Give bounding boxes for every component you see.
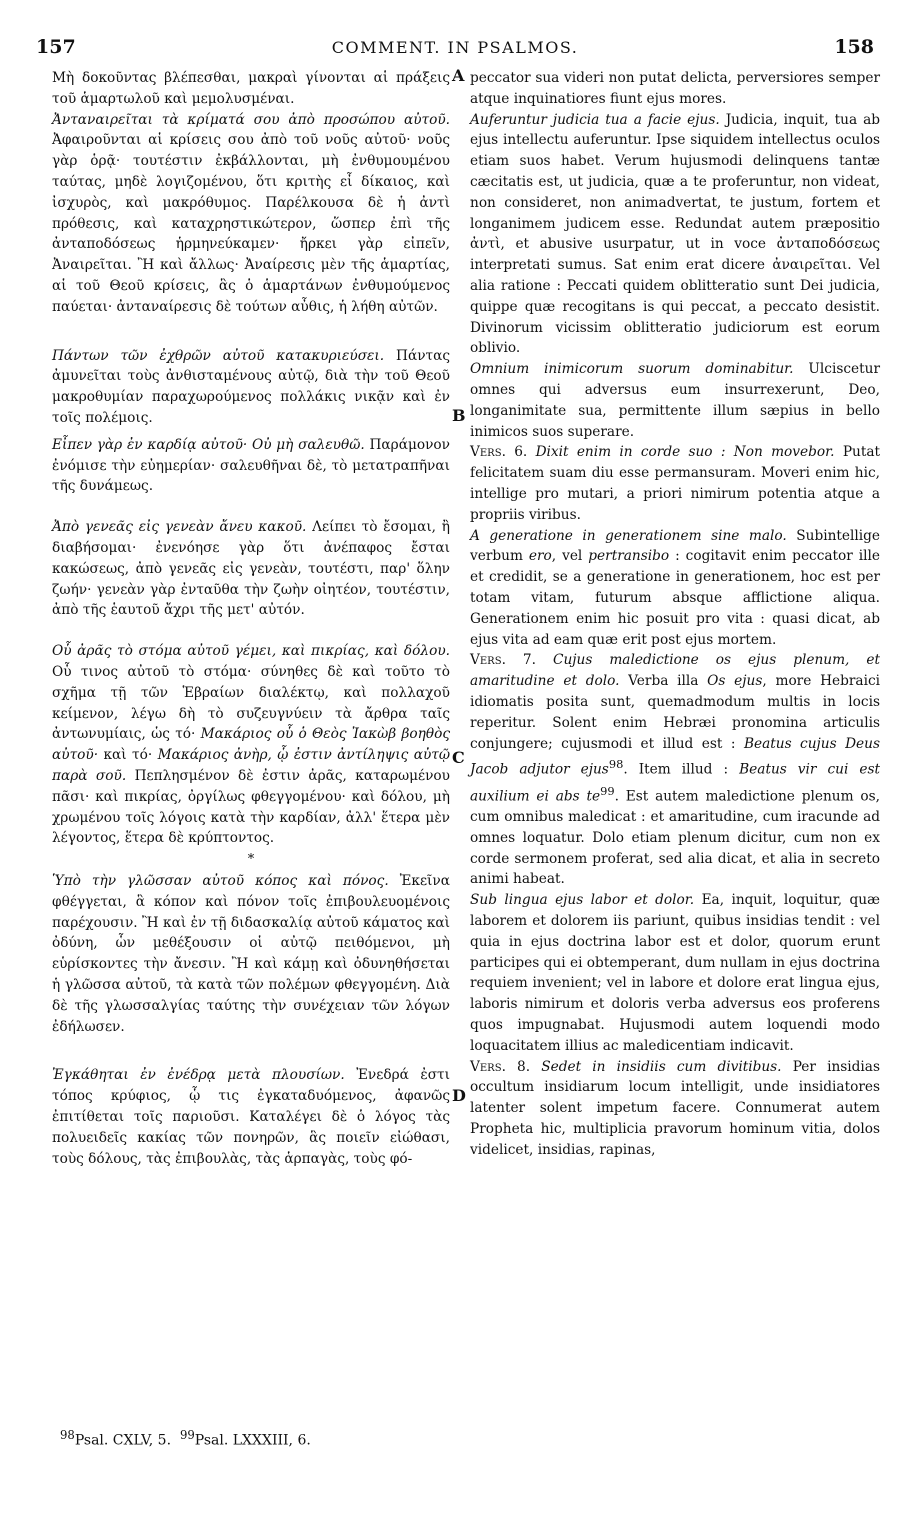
section-marker-b: B	[452, 406, 466, 425]
greek-lemma: Οὗ ἀρᾶς τὸ στόμα αὐτοῦ γέμει, καὶ πικρίας, καὶ δόλου.	[52, 643, 450, 660]
latin-lemma: Sub lingua ejus labor et dolor.	[470, 892, 695, 909]
latin-lemma: Omnium inimicorum suorum dominabitur.	[470, 361, 794, 378]
latin-paragraph: Auferuntur judicia tua a facie ejus. Judicia, inquit, tua ab ejus intellectu auferuntur. Ipse siquidem intellectus oculos etiam suos habet. Verum hujusmodi delinquens tantæ cæcitatis est, ut judicia, quæ a te proferuntur, non videat, non consideret, non animadvertat, te justum, fortem et longanimem judicem esse. Redundat autem præpositio ἀντὶ, et abusive usurpatur, ut in voce ἀνταποδόσεως interpretati sumus. Sat enim erat dicere ἀναιρεῖται. Vel alia ratione : Peccati quidem oblitteratio sunt Dei judicia, quippe quæ recogitans is qui peccat, a peccato desistit. Divinorum vicissim oblitteratio judiciorum est eorum oblivio.	[470, 111, 881, 357]
latin-paragraph: Vers. 8. Sedet in insidiis cum divitibus. Per insidias occultum insidiarum locum intelligit, unde insidiatores latenter solent impetum facere. Connumerat autem Propheta hic, multiplicia pravorum hominum vitia, dolos videlicet, insidias, rapinas,	[470, 1058, 880, 1158]
verse-label: Vers. 8.	[470, 1058, 531, 1075]
greek-lemma: Ἀνταναιρεῖται τὰ κρίματά σου ἀπὸ προσώπου αὐτοῦ.	[52, 111, 450, 128]
latin-paragraph: A generatione in generationem sine malo. Subintellige verbum ero, vel pertransibo : cogitavit enim peccator ille et credidit, se a generatione in generationem, hoc est per totam vitam, futurum absque afflictione aliqua. Generationem enim hic posuit pro vita : quasi dicat, ab ejus vita ad eam quæ erit post ejus mortem.	[470, 527, 881, 648]
section-marker-a: A	[452, 66, 465, 85]
footnote-mark: 99	[179, 1428, 195, 1442]
latin-paragraph: Sub lingua ejus labor et dolor. Ea, inquit, loquitur, quæ laborem et dolorem iis pariunt, quibus insidias tendit : vel quia in ejus doctrina labor est et dolor, quorum erunt participes qui ei obtemperant, dum nullam in ejus doctrina requiem invenient; vel in labore et dolore erat lingua ejus, laboris nimirum et doloris verba adversus eos proferens quos impugnabat. Hujusmodi autem loquendi modo loquacitatem illius ac maledicentiam indicavit.	[470, 892, 880, 1054]
latin-column	[470, 68, 880, 1161]
greek-paragraph: Πάντων τῶν ἐχθρῶν αὐτοῦ κατακυριεύσει. Πάντας ἀμυνεῖται τοὺς ἀνθισταμένους αὐτῷ, διὰ τὴν τοῦ Θεοῦ μακροθυμίαν παραχωρούμενος πολλάκις νικᾷν καὶ ἐν τοῖς πολέμοις.	[52, 347, 450, 426]
greek-column	[52, 68, 450, 1169]
footnote-mark: 98	[60, 1428, 75, 1442]
section-marker-c: C	[452, 748, 465, 767]
greek-paragraph: Ἐγκάθηται ἐν ἐνέδρᾳ μετὰ πλουσίων. Ἐνεδρά ἐστι τόπος κρύφιος, ᾧ τις ἐγκαταδυόμενος, ἀφανῶς ἐπιτίθεται τοῖς παριοῦσι. Καταλέγει δὲ ὁ λόγος τὰς πολυειδεῖς κακίας τῶν πονηρῶν, ἃς ποιεῖν εἰώθασι, τοὺς δόλους, τὰς ἐπιβουλὰς, τὰς ἁρπαγὰς, τοὺς φό-	[52, 1067, 450, 1167]
footnote-ref: 98	[608, 757, 624, 772]
verse-label: Vers. 7.	[470, 652, 536, 669]
footnote-ref: 99	[600, 783, 615, 798]
latin-lemma: Sedet in insidiis cum divitibus.	[541, 1058, 782, 1075]
latin-lemma: Cujus maledictione os ejus plenum, et amaritudine et dolo.	[470, 652, 880, 690]
latin-lemma: Auferuntur judicia tua a facie ejus.	[470, 111, 720, 128]
greek-paragraph: Μὴ δοκοῦντας βλέπεσθαι, μακραὶ γίνονται αἱ πράξεις τοῦ ἁμαρτωλοῦ καὶ μεμολυσμέναι.	[52, 70, 450, 107]
section-marker-d: D	[452, 1086, 466, 1105]
greek-lemma: Ὑπὸ τὴν γλῶσσαν αὐτοῦ κόπος καὶ πόνος.	[52, 873, 389, 890]
latin-paragraph: Omnium inimicorum suorum dominabitur. Ulciscetur omnes qui adversus eum insurrexerunt, Deo, longanimitate sua, permittente illum sæpius in bello inimicos suos superare.	[470, 361, 880, 440]
latin-paragraph: peccator sua videri non putat delicta, perversiores semper atque inquinatiores fiunt ejus mores.	[470, 70, 880, 107]
latin-paragraph: Vers. 7. Cujus maledictione os ejus plenum, et amaritudine et dolo. Verba illa Os ejus, more Hebraici idiomatis posita sunt, quemadmodum multis in locis reperitur. Solent enim Hebræi pronomina articulis conjungere; cujusmodi et illud est : Beatus cujus Deus Jacob adjutor ejus$^{98}$. Item illud : Beatus vir cui est auxilium ei abs $te^{99}$. Est autem maledictione plenum os, cum omnibus maledicat : et amaritudine, cum iracunde ad omnes loquatur. Dolo etiam plenum dicitur, cum non ex corde sermonem proferat, sed alia dicat, et alia in secreto animi habeat.	[470, 652, 880, 888]
latin-paragraph: Vers. 6. Dixit enim in corde suo : Non movebor. Putat felicitatem suam diu esse permansuram. Moveri enim hic, intellige pro mutari, a priori nimirum potentia atque a propriis viribus.	[470, 444, 880, 523]
greek-lemma: Ἐγκάθηται ἐν ἐνέδρᾳ μετὰ πλουσίων.	[52, 1067, 345, 1084]
greek-paragraph: Ἀνταναιρεῖται τὰ κρίματά σου ἀπὸ προσώπου αὐτοῦ. Ἀφαιροῦνται αἱ κρίσεις σου ἀπὸ τοῦ νοῦς αὐτοῦ· νοῦς γὰρ ὁρᾷ· τουτέστιν ἐκβάλλονται, μὴ ἐνθυμουμένου ταύτας, μηδὲ λογιζομένου, ὅτι κριτὴς εἶ δίκαιος, καὶ ἰσχυρὸς, καὶ μακρόθυμος. Παρέλκουσα δὲ ἡ ἀντὶ πρόθεσις, καὶ καταχρηστικώτερον, ὥσπερ ἐπὶ τῆς ἀνταποδόσεως ἡρμηνεύκαμεν· ἤρκει γὰρ εἰπεῖν, Ἀναιρεῖται. Ἢ καὶ ἄλλως· Ἀναίρεσις μὲν τῆς ἁμαρτίας, αἱ τοῦ Θεοῦ κρίσεις, ἃς ὁ ἁμαρτάνων ἐνθυμούμενος παύεται· ἀνταναίρεσις δὲ τούτων αὖθις, ἡ λήθη αὐτῶν.	[52, 111, 450, 315]
footnotes	[60, 1428, 311, 1449]
page-header	[36, 36, 874, 62]
verse-label: Vers. 6.	[470, 444, 528, 461]
greek-paragraph: Ἀπὸ γενεᾶς εἰς γενεὰν ἄνευ κακοῦ. Λείπει τὸ ἔσομαι, ἢ διαβήσομαι· ἐνενόησε γὰρ ὅτι ἀνέπαφος ἔσται κακώσεως, ἀπὸ γενεᾶς εἰς γενεὰν, τουτέστι, παρ' ὅλην ζωήν· γενεὰν γὰρ ἐνταῦθα τὴν ζωὴν οἰητέον, τουτέστιν, ἀπὸ τῆς ἑαυτοῦ ἄχρι τῆς μετ' αὐτόν.	[52, 519, 450, 619]
footnote-text: Psal. CXLV, 5.	[74, 1432, 172, 1449]
greek-paragraph: Εἶπεν γὰρ ἐν καρδίᾳ αὐτοῦ· Οὐ μὴ σαλευθῶ. Παράμονον ἐνόμισε τὴν εὐημερίαν· σαλευθῆναι δὲ, τὸ μετατραπῆναι τῆς δυνάμεως.	[52, 436, 450, 495]
running-title: COMMENT. IN PSALMOS.	[331, 38, 579, 57]
footnote-text: Psal. LXXXIII, 6.	[194, 1432, 311, 1449]
greek-paragraph: Οὗ ἀρᾶς τὸ στόμα αὐτοῦ γέμει, καὶ πικρίας, καὶ δόλου. Οὗ τινος αὐτοῦ τὸ στόμα· σύνηθες δὲ καὶ τοῦτο τὸ σχῆμα τῇ τῶν Ἑβραίων διαλέκτῳ, καὶ πολλαχοῦ κείμενον, λέγω δὴ τὸ συζευγνύειν τὰ ἄρθρα ταῖς ἀντωνυμίαις, ὡς τό· Μακάριος οὗ ὁ Θεὸς Ἰακὼβ βοηθὸς αὐτοῦ· καὶ τό· Μακάριος ἀνὴρ, ᾧ ἐστιν ἀντίληψις αὐτῷ παρὰ σοῦ. Πεπλησμένον δὲ ἐστιν ἀρᾶς, καταρωμένου πᾶσι· καὶ πικρίας, ὀργίλως φθεγγομένου· καὶ δόλου, μὴ χρωμένου τοῖς λόγοις κατὰ τὴν καρδίαν, ἀλλ' ἕτερα μὲν λέγοντος, ἕτερα δὲ κρύπτοντος.	[52, 643, 450, 847]
latin-lemma: Dixit enim in corde suo : Non movebor.	[535, 444, 835, 461]
asterisk-divider: *	[247, 852, 255, 868]
page-number-right: 158	[834, 36, 874, 58]
latin-lemma: A generatione in generationem sine malo.	[470, 527, 787, 544]
greek-lemma: Εἶπεν γὰρ ἐν καρδίᾳ αὐτοῦ· Οὐ μὴ σαλευθῶ.	[52, 436, 365, 453]
page-number-left: 157	[36, 36, 76, 58]
greek-lemma: Πάντων τῶν ἐχθρῶν αὐτοῦ κατακυριεύσει.	[52, 347, 385, 364]
greek-lemma: Ἀπὸ γενεᾶς εἰς γενεὰν ἄνευ κακοῦ.	[52, 519, 307, 536]
greek-paragraph: Ὑπὸ τὴν γλῶσσαν αὐτοῦ κόπος καὶ πόνος. Ἐκεῖνα φθέγγεται, ἃ κόπον καὶ πόνον τοῖς ἐπιβουλευομένοις παρέχουσιν. Ἢ καὶ ἐν τῇ διδασκαλίᾳ αὐτοῦ κάματος καὶ ὀδύνη, ὧν μεθέξουσιν οἱ αὐτῷ πειθόμενοι, μὴ εὑρίσκοντες τὴν ἄνεσιν. Ἢ καὶ κάμῃ καὶ ὀδυνηθήσεται ἡ γλῶσσα αὐτοῦ, τὰ κατὰ τῶν πολέμων φθεγγομένη. Διὰ δὲ τῆς γλωσσαλγίας ταύτης τὴν συνέχειαν τῶν λόγων ἐδήλωσεν.	[52, 873, 450, 1035]
